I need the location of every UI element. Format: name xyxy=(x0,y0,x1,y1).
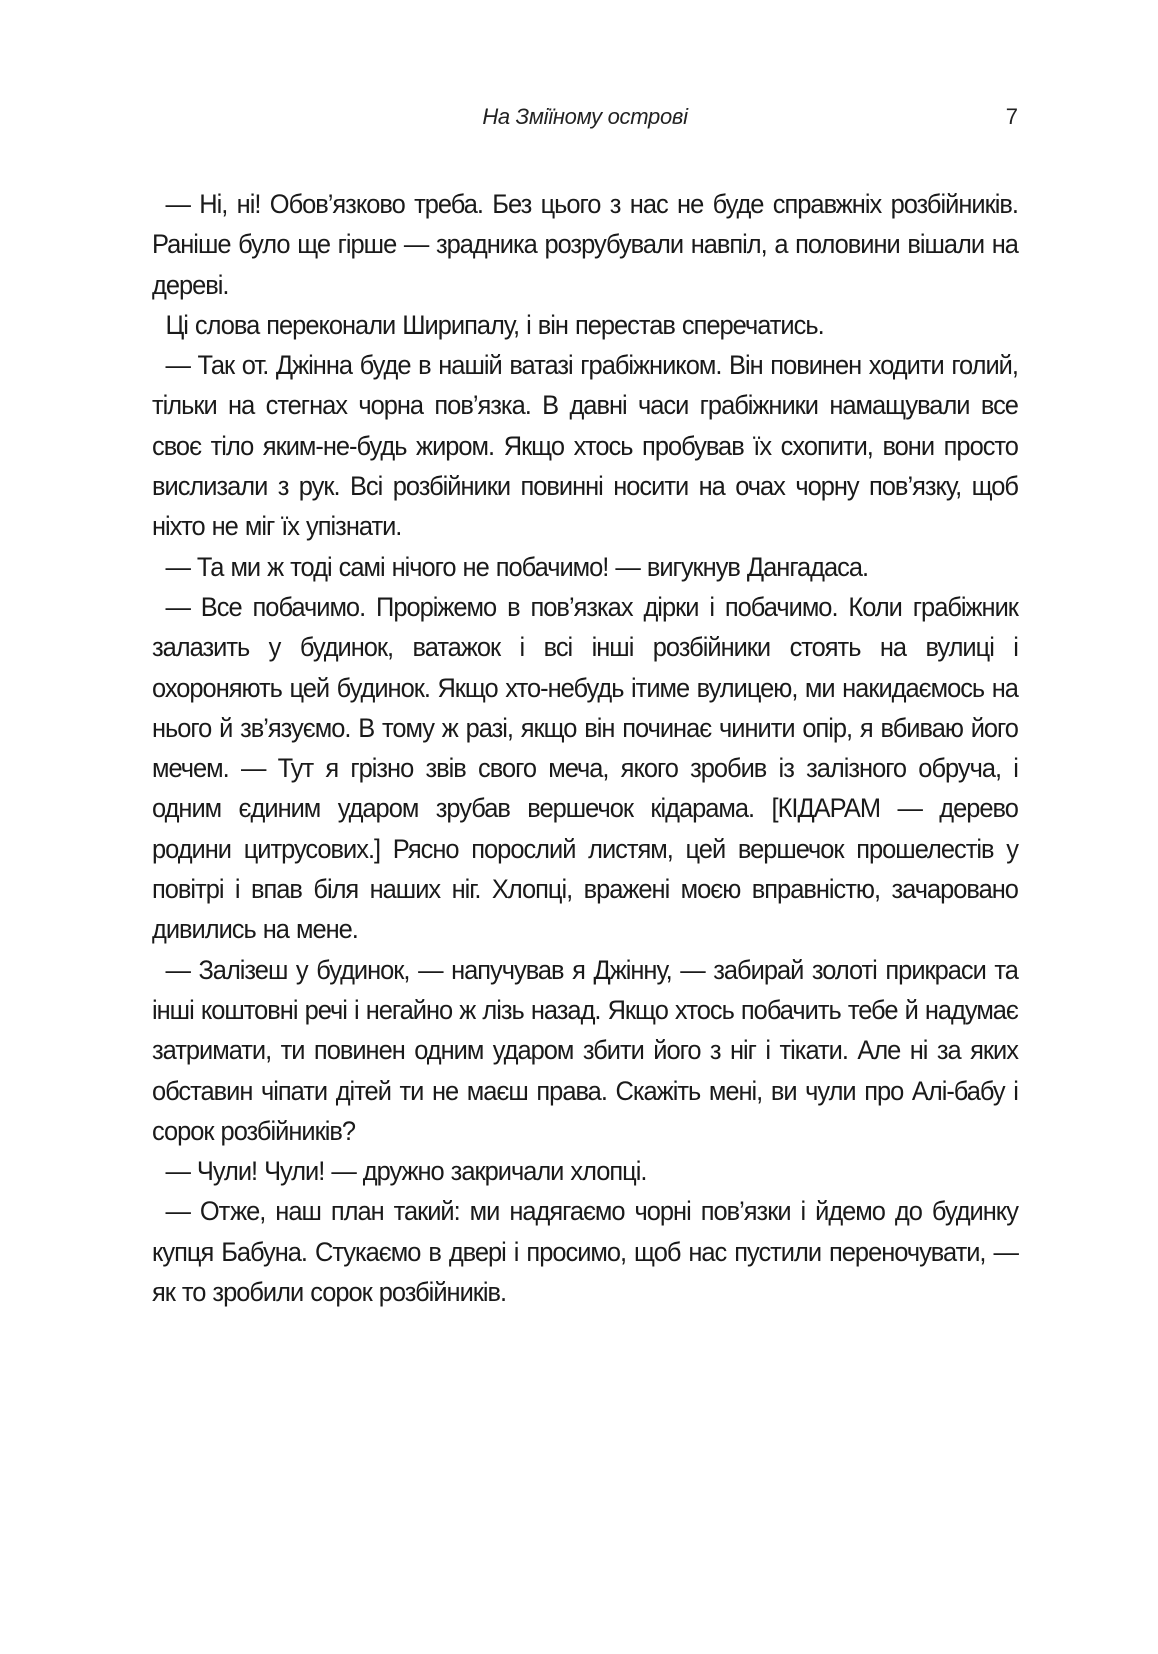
page-number: 7 xyxy=(1005,104,1018,129)
paragraph: — Чули! Чули! — дружно закричали хлопці. xyxy=(165,1156,647,1187)
paragraph: — Все побачимо. Проріжемо в пов’язках дірки і побачимо. Коли грабіжник залазить у будинок, ватажок і всі інші розбійники стоять на вулиці і охороняють цей будинок. Якщо хто-небудь ітиме вулицею, ми накидаємось на нього й зв’язуємо. В тому ж разі, якщо він починає чинити опір, я вбиваю його мечем. — Тут я грізно звів свого меча, якого зробив із залізного обруча, і одним єдиним ударом зрубав вершечок кідарама. [КІДАРАМ — дерево родини цитрусових.] Рясно порослий листям, цей вершечок прошелестів у повітрі і впав біля наших ніг. Хлопці, вражені моєю вправністю, зачаровано дивились на мене. xyxy=(152,591,1018,945)
paragraph: Ці слова переконали Ширипалу, і він перестав сперечатись. xyxy=(165,309,824,340)
paragraph: — Залізеш у будинок, — напучував я Джінну, — забирай золоті прикраси та інші коштовні речі і негайно ж лізь назад. Якщо хтось побачить тебе й надумає затримати, ти повинен одним ударом збити його з ніг і тікати. Але ні за яких обставин чіпати дітей ти не маєш права. Скажіть мені, ви чули про Алі-бабу і сорок розбійників? xyxy=(152,954,1018,1146)
paragraph: — Отже, наш план такий: ми надягаємо чорні пов’язки і йдемо до будинку купця Бабуна. Стукаємо в двері і просимо, щоб нас пустили переночувати, — як то зробили сорок розбійників. xyxy=(152,1196,1018,1308)
page-header xyxy=(152,104,1018,140)
body-text xyxy=(152,184,1018,1312)
running-title: На Зміїному острові xyxy=(482,104,688,129)
paragraph: — Та ми ж тоді самі нічого не побачимо! — вигукнув Дангадаса. xyxy=(165,551,869,582)
paragraph: — Так от. Джінна буде в нашій ватазі грабіжником. Він повинен ходити голий, тільки на стегнах чорна пов’язка. В давні часи грабіжники намащували все своє тіло яким-не-будь жиром. Якщо хтось пробував їх схопити, вони просто вислизали з рук. Всі розбійники повинні носити на очах чорну пов’язку, щоб ніхто не міг їх упізнати. xyxy=(152,350,1018,542)
paragraph: — Ні, ні! Обов’язково треба. Без цього з нас не буде справжніх розбійників. Раніше було ще гірше — зрадника розрубували навпіл, а половини вішали на дереві. xyxy=(152,189,1018,300)
